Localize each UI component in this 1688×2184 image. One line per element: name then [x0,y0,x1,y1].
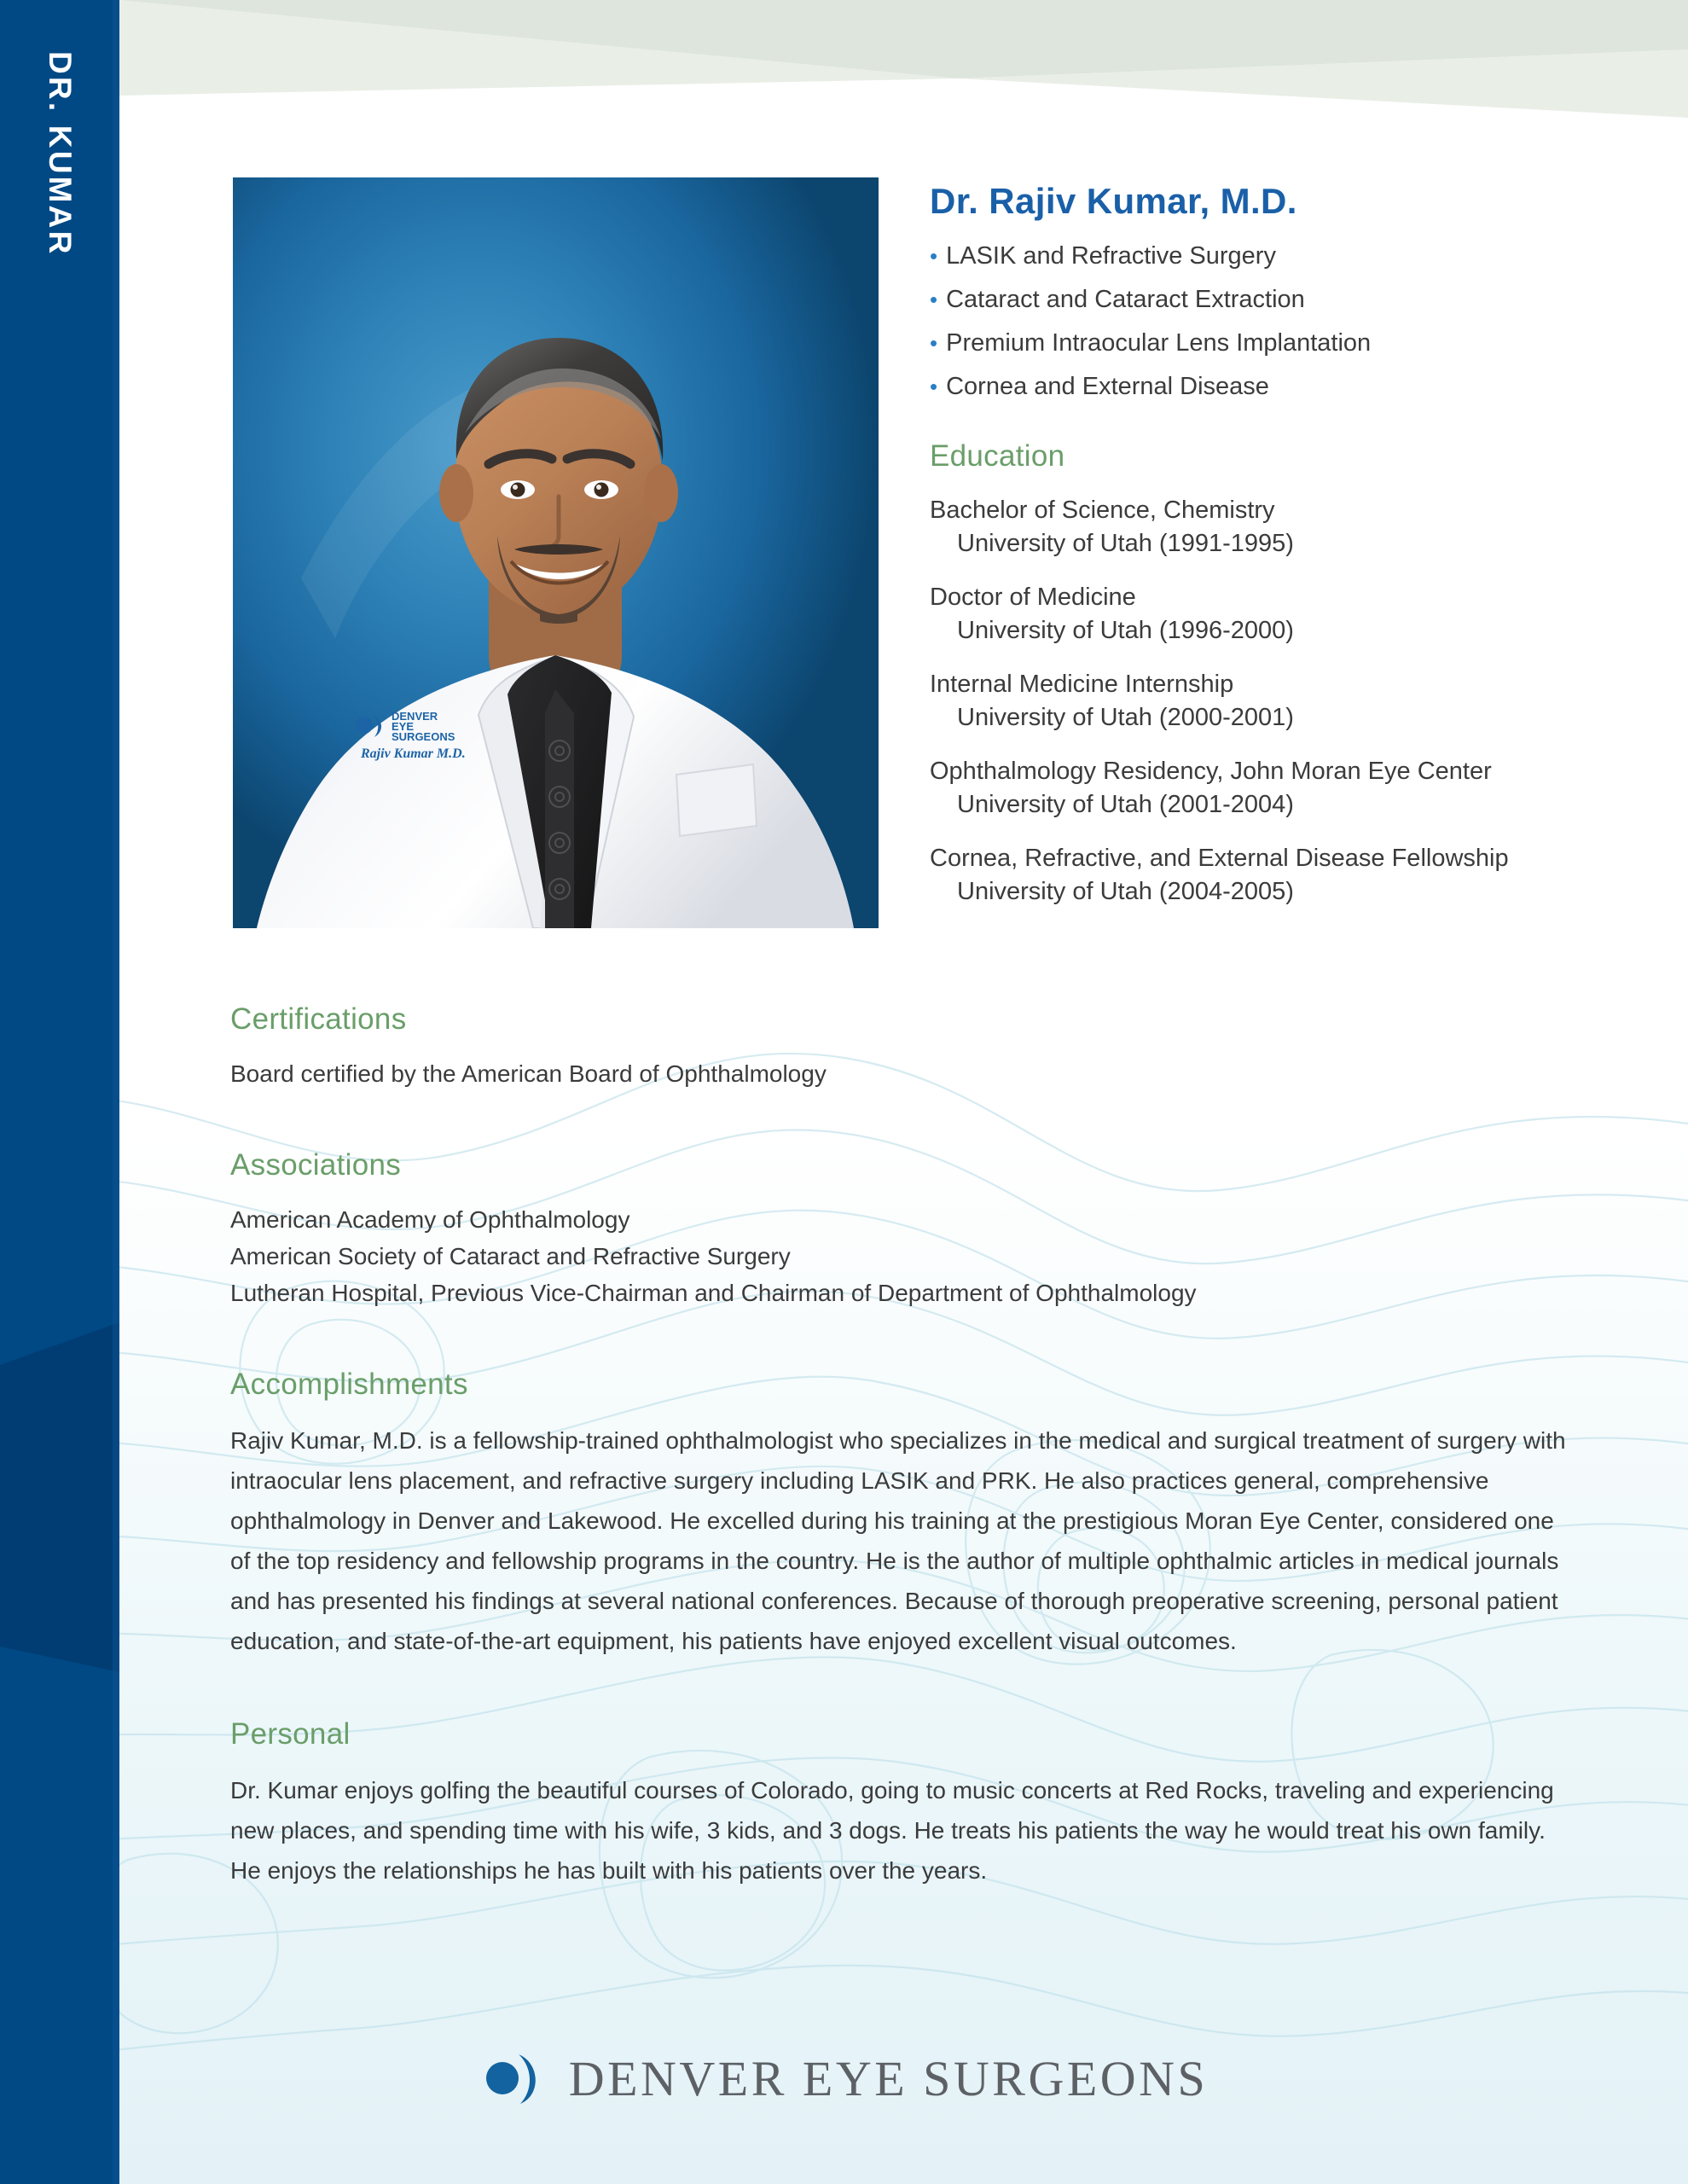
education-degree: Cornea, Refractive, and External Disease Fellowship [930,845,1509,872]
spacer [230,1123,1578,1148]
education-degree: Bachelor of Science, Chemistry [930,497,1275,524]
section-heading: Accomplishments [230,1368,468,1401]
education-institution: University of Utah (1991-1995) [957,530,1294,557]
association-line: Lutheran Hospital, Previous Vice-Chairman and Chairman of Department of Ophthalmology [230,1280,1197,1306]
education-institution: University of Utah (2001-2004) [957,791,1294,818]
personal-text: Dr. Kumar enjoys golfing the beautiful courses of Colorado, going to music concerts at Red Rocks, traveling and experiencing new places, and spending time with his wife, 3 kids, and 3 dogs. He treats his patients the way he would treat his own family. He enjoys the relationships he has built with his patients over the years. [230,1777,1554,1884]
education-degree: Ophthalmology Residency, John Moran Eye Center [930,758,1492,785]
education-item [930,494,1612,561]
eye-crescent-icon [480,2048,547,2109]
certification-line: Board certified by the American Board of Ophthalmology [230,1060,827,1087]
bullet-icon: • [930,287,938,312]
section-heading: Certifications [230,1002,407,1036]
sidebar-doctor-label: DR. KUMAR [43,51,78,257]
svg-text:SURGEONS: SURGEONS [392,730,455,743]
svg-text:EYE: EYE [392,720,415,733]
section-heading: Education [930,439,1065,473]
specialty-label: Premium Intraocular Lens Implantation [946,329,1372,357]
education-section [930,439,1612,929]
footer-brand [0,2048,1688,2109]
accomplishments-section [230,1368,1578,1661]
associations-section [230,1148,1578,1311]
brand-name: DENVER EYE SURGEONS [568,2050,1209,2106]
spacer [230,1342,1578,1368]
specialties-list [930,237,1604,411]
bullet-icon: • [930,330,938,356]
svg-text:Rajiv Kumar M.D.: Rajiv Kumar M.D. [361,746,466,761]
association-line: American Academy of Ophthalmology [230,1206,630,1233]
certifications-section [230,1002,1578,1092]
svg-text:DENVER: DENVER [392,710,438,723]
doctor-portrait-photo [233,177,879,928]
accomplishments-text: Rajiv Kumar, M.D. is a fellowship-trained ophthalmologist who specializes in the medical and surgical treatment of surgery with intraocular lens placement, and refractive surgery including LASIK and PRK. He also practices general, comprehensive ophthalmology in Denver and Lakewood. He excelled during his training at the prestigious Moran Eye Center, considered one of the top residency and fellowship programs in the country. He is the author of multiple ophthalmic articles in medical journals and has presented his findings at several national conferences. Because of thorough preoperative screening, personal patient education, and state-of-the-art equipment, his patients have enjoyed excellent visual outcomes. [230,1427,1566,1654]
education-institution: University of Utah (2004-2005) [957,878,1294,905]
association-line: American Society of Cataract and Refractive Surgery [230,1243,791,1269]
bullet-icon: • [930,243,938,269]
specialty-label: Cornea and External Disease [946,373,1269,400]
list-item [930,368,1604,405]
left-sidebar [0,0,119,2184]
section-heading: Associations [230,1148,402,1182]
list-item [930,281,1604,318]
education-item [930,668,1612,735]
section-heading: Personal [230,1717,351,1751]
list-item [930,324,1604,362]
personal-section [230,1717,1578,1891]
specialty-label: LASIK and Refractive Surgery [946,242,1276,270]
spacer [230,1692,1578,1717]
page-title: Dr. Rajiv Kumar, M.D. [930,181,1297,221]
lower-content [230,1002,1578,1921]
education-degree: Internal Medicine Internship [930,671,1234,698]
education-institution: University of Utah (2000-2001) [957,704,1294,731]
specialty-label: Cataract and Cataract Extraction [946,286,1305,313]
education-item [930,842,1612,909]
top-angled-shapes [0,0,1688,154]
education-item [930,755,1612,822]
sidebar-shade-overlay [0,0,119,2184]
education-item [930,581,1612,648]
education-institution: University of Utah (1996-2000) [957,617,1294,644]
list-item [930,237,1604,275]
bullet-icon: • [930,374,938,399]
education-degree: Doctor of Medicine [930,584,1136,611]
